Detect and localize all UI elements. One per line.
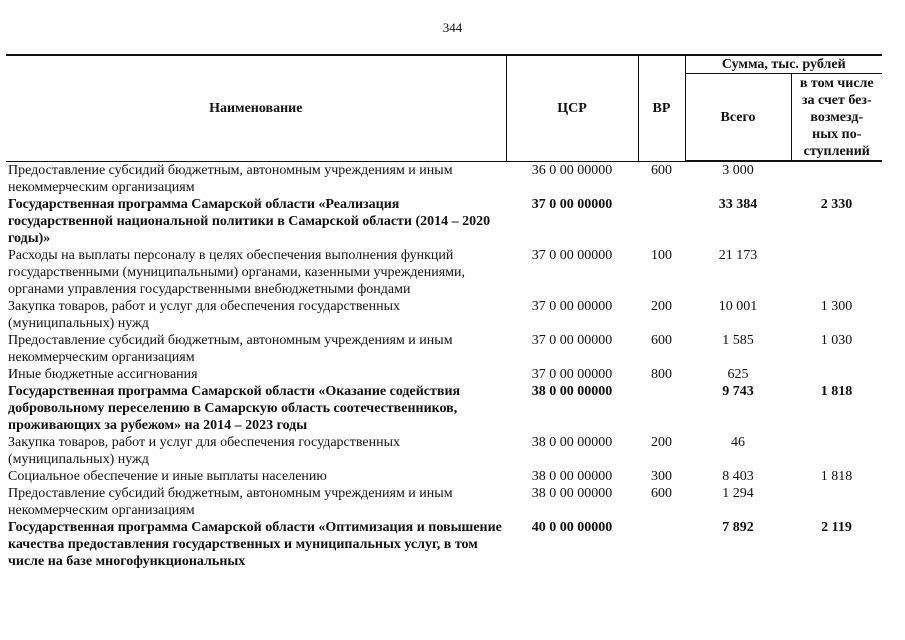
row-csr: 37 0 00 00000 [531, 247, 613, 263]
row-incl [791, 161, 882, 196]
header-csr: ЦСР [506, 55, 638, 161]
row-csr: 40 0 00 00000 [531, 519, 613, 535]
row-vr: 800 [651, 366, 672, 382]
table-row [6, 468, 882, 485]
row-incl: 2 119 [821, 519, 852, 535]
header-incl-line: в том числе [799, 75, 874, 91]
row-vr: 100 [651, 247, 672, 263]
row-incl [791, 366, 882, 383]
row-name: Социальное обеспечение и иные выплаты населению [8, 468, 327, 484]
table-row [6, 196, 882, 247]
row-vr [638, 383, 685, 434]
row-vr: 600 [651, 485, 672, 501]
row-name: Предоставление субсидий бюджетным, автономным учреждениям и иным некоммерческим организациям [8, 485, 453, 518]
row-csr: 36 0 00 00000 [531, 162, 613, 178]
header-incl-line: ных по- [812, 126, 862, 142]
table-row [6, 332, 882, 366]
row-incl: 1 300 [820, 298, 853, 314]
row-vr: 200 [651, 434, 672, 450]
row-total: 46 [731, 434, 745, 450]
row-name: Закупка товаров, работ и услуг для обеспечения государственных (муниципальных) нужд [8, 434, 401, 467]
table-row [6, 383, 882, 434]
row-csr: 38 0 00 00000 [531, 383, 613, 399]
row-csr: 38 0 00 00000 [531, 434, 613, 450]
row-name: Предоставление субсидий бюджетным, автономным учреждениям и иным некоммерческим организациям [8, 332, 453, 365]
budget-table [6, 54, 882, 570]
row-total: 9 743 [722, 383, 754, 399]
row-total: 1 294 [722, 485, 754, 501]
row-incl: 2 330 [820, 196, 853, 212]
row-csr: 38 0 00 00000 [531, 468, 613, 484]
header-name: Наименование [6, 55, 506, 161]
row-name: Закупка товаров, работ и услуг для обеспечения государственных (муниципальных) нужд [8, 298, 401, 331]
row-name: Государственная программа Самарской области «Реализация государственной национальной политики в Самарской области (2014 – 2020 годы)» [8, 196, 491, 246]
row-csr: 37 0 00 00000 [531, 298, 613, 314]
row-total: 625 [727, 366, 749, 382]
row-total: 10 001 [718, 298, 758, 314]
table-row [6, 161, 882, 196]
header-incl [791, 74, 882, 162]
header-vr: ВР [638, 55, 685, 161]
row-incl [791, 247, 882, 298]
row-total: 7 892 [722, 519, 754, 535]
row-name: Государственная программа Самарской области «Оказание содействия добровольному переселению в Самарскую область соотечественников, проживающих за рубежом» на 2014 – 2023 годы [8, 383, 461, 433]
row-vr: 600 [651, 332, 672, 348]
row-vr [638, 519, 685, 570]
table-row [6, 298, 882, 332]
header-incl-line: ступлений [803, 143, 870, 159]
row-csr: 37 0 00 00000 [531, 332, 613, 348]
row-vr: 600 [651, 162, 672, 178]
row-vr [638, 196, 685, 247]
table-row [6, 366, 882, 383]
page-number: 344 [442, 20, 463, 35]
row-incl [791, 485, 882, 519]
row-csr: 38 0 00 00000 [531, 485, 613, 501]
row-incl [791, 434, 882, 468]
table-body [6, 161, 882, 570]
table-row [6, 519, 882, 570]
table-header [6, 55, 882, 161]
row-incl: 1 818 [820, 383, 853, 399]
row-total: 8 403 [722, 468, 754, 484]
row-incl: 1 818 [820, 468, 853, 484]
row-name: Расходы на выплаты персоналу в целях обеспечения выполнения функций государственными (муниципальными) органами, казенными учреждениями, органами управления государственными внебюджетными фондами [8, 247, 465, 297]
header-sum: Сумма, тыс. рублей [685, 55, 882, 74]
row-total: 21 173 [718, 247, 758, 263]
row-total: 3 000 [722, 163, 754, 178]
header-incl-line: за счет без- [801, 92, 872, 108]
row-name: Предоставление субсидий бюджетным, автономным учреждениям и иным некоммерческим организациям [8, 162, 453, 195]
table-row [6, 247, 882, 298]
table-row [6, 485, 882, 519]
row-name: Государственная программа Самарской области «Оптимизация и повышение качества предоставления государственных и муниципальных услуг, в том числе на базе многофункциональных [8, 519, 502, 569]
row-total: 33 384 [718, 196, 758, 212]
row-csr: 37 0 00 00000 [531, 196, 613, 212]
header-incl-line: возмезд- [810, 109, 864, 125]
row-incl: 1 030 [820, 332, 853, 348]
row-total: 1 585 [722, 332, 754, 348]
row-vr: 300 [651, 468, 672, 484]
row-csr: 37 0 00 00000 [531, 366, 613, 382]
row-vr: 200 [651, 298, 672, 314]
header-total: Всего [685, 74, 791, 162]
row-name: Иные бюджетные ассигнования [8, 366, 198, 382]
table-row [6, 434, 882, 468]
